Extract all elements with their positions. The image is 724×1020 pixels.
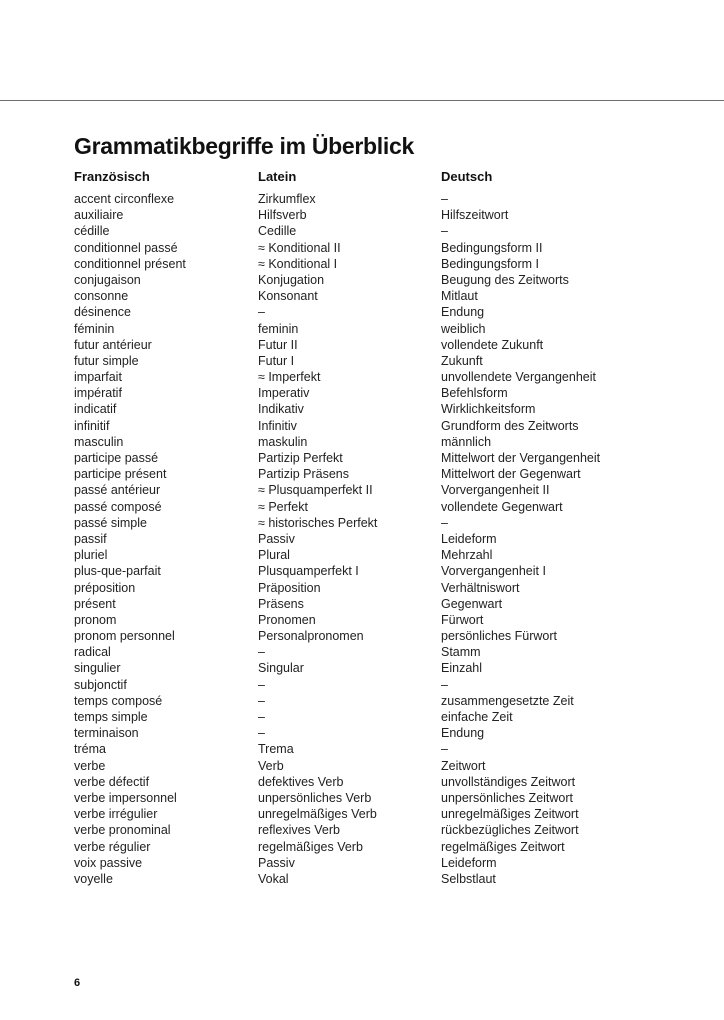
latin-term: Singular xyxy=(258,661,304,676)
french-term: présent xyxy=(74,596,116,611)
german-term: männlich xyxy=(441,434,492,449)
table-row xyxy=(74,321,694,337)
french-term: participe passé xyxy=(74,451,159,465)
french-term: consonne xyxy=(74,289,129,304)
french-term: impératif xyxy=(74,386,122,401)
latin-term: Präposition xyxy=(258,580,321,595)
table-row xyxy=(74,839,694,855)
table-row xyxy=(74,677,694,693)
french-term: tréma xyxy=(74,742,106,757)
latin-term: Trema xyxy=(258,742,294,757)
latin-term: feminin xyxy=(258,321,299,336)
german-term: unpersönliches Zeitwort xyxy=(441,790,574,805)
german-term: Grundform des Zeitworts xyxy=(441,418,579,433)
german-term: Leideform xyxy=(441,855,497,870)
top-rule xyxy=(0,100,724,101)
table-row xyxy=(74,596,694,612)
french-term: cédille xyxy=(74,224,110,239)
latin-term: Futur I xyxy=(258,353,295,368)
french-term: singulier xyxy=(74,661,121,676)
latin-term: – xyxy=(258,726,265,741)
french-term: conditionnel passé xyxy=(74,240,178,255)
latin-term: ≈ Konditional I xyxy=(258,256,338,271)
german-term: Verhältniswort xyxy=(441,580,520,595)
table-row xyxy=(74,466,694,482)
french-term: passé composé xyxy=(74,499,162,514)
french-term: pronom xyxy=(74,612,117,627)
latin-term: – xyxy=(258,693,265,708)
french-term: verbe irrégulier xyxy=(74,807,158,822)
table-row xyxy=(74,871,694,887)
german-term: Beugung des Zeitworts xyxy=(441,272,569,287)
french-term: passé simple xyxy=(74,515,147,530)
latin-term: Futur II xyxy=(258,337,298,352)
french-term: masculin xyxy=(74,434,124,449)
table-row xyxy=(74,563,694,579)
french-term: subjonctif xyxy=(74,677,127,692)
german-term: Selbstlaut xyxy=(441,871,496,886)
latin-term: Infinitiv xyxy=(258,418,297,433)
german-term: weiblich xyxy=(441,321,486,336)
table-row xyxy=(74,499,694,515)
table-row xyxy=(74,709,694,725)
table-row xyxy=(74,741,694,757)
french-term: futur antérieur xyxy=(74,337,152,352)
table-row xyxy=(74,758,694,774)
french-term: voix passive xyxy=(74,855,143,870)
glossary-table xyxy=(74,191,694,887)
french-term: auxiliaire xyxy=(74,208,124,223)
german-term: – xyxy=(441,677,448,692)
german-term: unvollständiges Zeitwort xyxy=(441,774,576,789)
table-row xyxy=(74,288,694,304)
latin-term: Passiv xyxy=(258,531,295,546)
table-row xyxy=(74,207,694,223)
german-term: zusammengesetzte Zeit xyxy=(441,693,574,708)
table-row xyxy=(74,855,694,871)
latin-term: Konjugation xyxy=(258,272,325,287)
table-row xyxy=(74,450,694,466)
latin-term: Indikativ xyxy=(258,402,304,417)
table-row xyxy=(74,660,694,676)
german-term: unvollendete Vergangenheit xyxy=(441,370,596,385)
table-row xyxy=(74,353,694,369)
table-row xyxy=(74,725,694,741)
latin-term: ≈ Perfekt xyxy=(258,499,308,514)
table-row xyxy=(74,337,694,353)
latin-term: – xyxy=(258,677,265,692)
french-term: verbe pronominal xyxy=(74,823,171,838)
table-row xyxy=(74,774,694,790)
german-term: – xyxy=(441,224,448,239)
latin-term: unregelmäßiges Verb xyxy=(258,807,377,822)
german-term: einfache Zeit xyxy=(441,710,513,724)
table-row xyxy=(74,790,694,806)
german-term: Hilfszeitwort xyxy=(441,208,509,223)
table-row xyxy=(74,385,694,401)
german-term: Mittelwort der Gegenwart xyxy=(441,467,581,482)
german-term: – xyxy=(441,192,448,206)
table-row xyxy=(74,369,694,385)
german-term: Vorvergangenheit II xyxy=(441,483,550,498)
latin-term: Präsens xyxy=(258,596,304,611)
french-term: préposition xyxy=(74,580,136,595)
french-term: passif xyxy=(74,531,107,546)
latin-term: reflexives Verb xyxy=(258,823,340,838)
german-term: persönliches Fürwort xyxy=(441,629,558,644)
german-term: Bedingungsform I xyxy=(441,256,539,271)
german-term: Fürwort xyxy=(441,612,484,627)
german-term: Leideform xyxy=(441,531,497,546)
french-term: verbe régulier xyxy=(74,839,151,854)
latin-term: Partizip Präsens xyxy=(258,467,350,482)
table-row xyxy=(74,272,694,288)
table-row xyxy=(74,304,694,320)
latin-term: Passiv xyxy=(258,855,295,870)
latin-term: Verb xyxy=(258,758,284,773)
latin-term: ≈ Imperfekt xyxy=(258,370,321,385)
table-row xyxy=(74,547,694,563)
latin-term: defektives Verb xyxy=(258,774,344,789)
french-term: temps composé xyxy=(74,693,163,708)
latin-term: Zirkumflex xyxy=(258,192,316,206)
french-term: accent circonflexe xyxy=(74,192,175,206)
latin-term: regelmäßiges Verb xyxy=(258,839,363,854)
french-term: imparfait xyxy=(74,370,122,385)
latin-term: – xyxy=(258,710,265,724)
column-header-german: Deutsch xyxy=(441,169,493,184)
french-term: pluriel xyxy=(74,548,108,563)
german-term: Stamm xyxy=(441,645,481,660)
latin-term: ≈ historisches Perfekt xyxy=(258,515,378,530)
latin-term: Partizip Perfekt xyxy=(258,451,343,465)
german-term: Gegenwart xyxy=(441,596,503,611)
latin-term: Plusquamperfekt I xyxy=(258,564,359,579)
latin-term: Imperativ xyxy=(258,386,310,401)
french-term: pronom personnel xyxy=(74,629,175,644)
german-term: regelmäßiges Zeitwort xyxy=(441,839,565,854)
latin-term: Vokal xyxy=(258,871,289,886)
german-term: vollendete Zukunft xyxy=(441,337,544,352)
column-header-french: Französisch xyxy=(74,169,150,184)
french-term: infinitif xyxy=(74,418,110,433)
german-term: Einzahl xyxy=(441,661,482,676)
column-header-latin: Latein xyxy=(258,169,297,184)
table-row xyxy=(74,482,694,498)
german-term: vollendete Gegenwart xyxy=(441,499,563,514)
french-term: futur simple xyxy=(74,353,139,368)
table-row xyxy=(74,531,694,547)
table-row xyxy=(74,612,694,628)
table-row xyxy=(74,256,694,272)
french-term: terminaison xyxy=(74,726,139,741)
latin-term: maskulin xyxy=(258,434,308,449)
latin-term: Hilfsverb xyxy=(258,208,307,223)
german-term: unregelmäßiges Zeitwort xyxy=(441,807,579,822)
german-term: Wirklichkeitsform xyxy=(441,402,536,417)
latin-term: – xyxy=(258,645,265,660)
french-term: passé antérieur xyxy=(74,483,161,498)
german-term: Mehrzahl xyxy=(441,548,493,563)
german-term: – xyxy=(441,742,448,757)
page-title: Grammatikbegriffe im Überblick xyxy=(74,133,414,159)
table-row xyxy=(74,240,694,256)
page-number: 6 xyxy=(74,977,81,989)
latin-term: Pronomen xyxy=(258,612,316,627)
table-row xyxy=(74,515,694,531)
latin-term: Plural xyxy=(258,548,290,563)
latin-term: Konsonant xyxy=(258,289,318,304)
german-term: Mitlaut xyxy=(441,289,478,304)
table-row xyxy=(74,806,694,822)
latin-term: unpersönliches Verb xyxy=(258,790,372,805)
german-term: Zukunft xyxy=(441,353,483,368)
french-term: indicatif xyxy=(74,402,117,417)
latin-term: ≈ Konditional II xyxy=(258,240,341,255)
french-term: désinence xyxy=(74,305,131,320)
german-term: Befehlsform xyxy=(441,386,508,401)
table-row xyxy=(74,822,694,838)
french-term: verbe impersonnel xyxy=(74,790,177,805)
table-row xyxy=(74,628,694,644)
french-term: temps simple xyxy=(74,710,148,724)
french-term: féminin xyxy=(74,321,115,336)
latin-term: Personalpronomen xyxy=(258,629,364,644)
french-term: voyelle xyxy=(74,871,113,886)
latin-term: – xyxy=(258,305,265,320)
table-row xyxy=(74,580,694,596)
french-term: conditionnel présent xyxy=(74,256,186,271)
latin-term: Cedille xyxy=(258,224,297,239)
german-term: Vorvergangenheit I xyxy=(441,564,546,579)
german-term: Endung xyxy=(441,305,485,320)
french-term: participe présent xyxy=(74,467,167,482)
german-term: Mittelwort der Vergangenheit xyxy=(441,451,601,465)
table-row xyxy=(74,418,694,434)
table-row xyxy=(74,693,694,709)
french-term: plus-que-parfait xyxy=(74,564,161,579)
french-term: radical xyxy=(74,645,111,660)
german-term: Endung xyxy=(441,726,485,741)
table-row xyxy=(74,223,694,239)
table-row xyxy=(74,401,694,417)
french-term: verbe xyxy=(74,758,106,773)
german-term: rückbezügliches Zeitwort xyxy=(441,823,579,838)
latin-term: ≈ Plusquamperfekt II xyxy=(258,483,373,498)
french-term: conjugaison xyxy=(74,272,141,287)
table-row xyxy=(74,644,694,660)
table-row xyxy=(74,191,694,207)
german-term: – xyxy=(441,515,448,530)
german-term: Bedingungsform II xyxy=(441,240,543,255)
german-term: Zeitwort xyxy=(441,758,486,773)
french-term: verbe défectif xyxy=(74,774,150,789)
table-row xyxy=(74,434,694,450)
